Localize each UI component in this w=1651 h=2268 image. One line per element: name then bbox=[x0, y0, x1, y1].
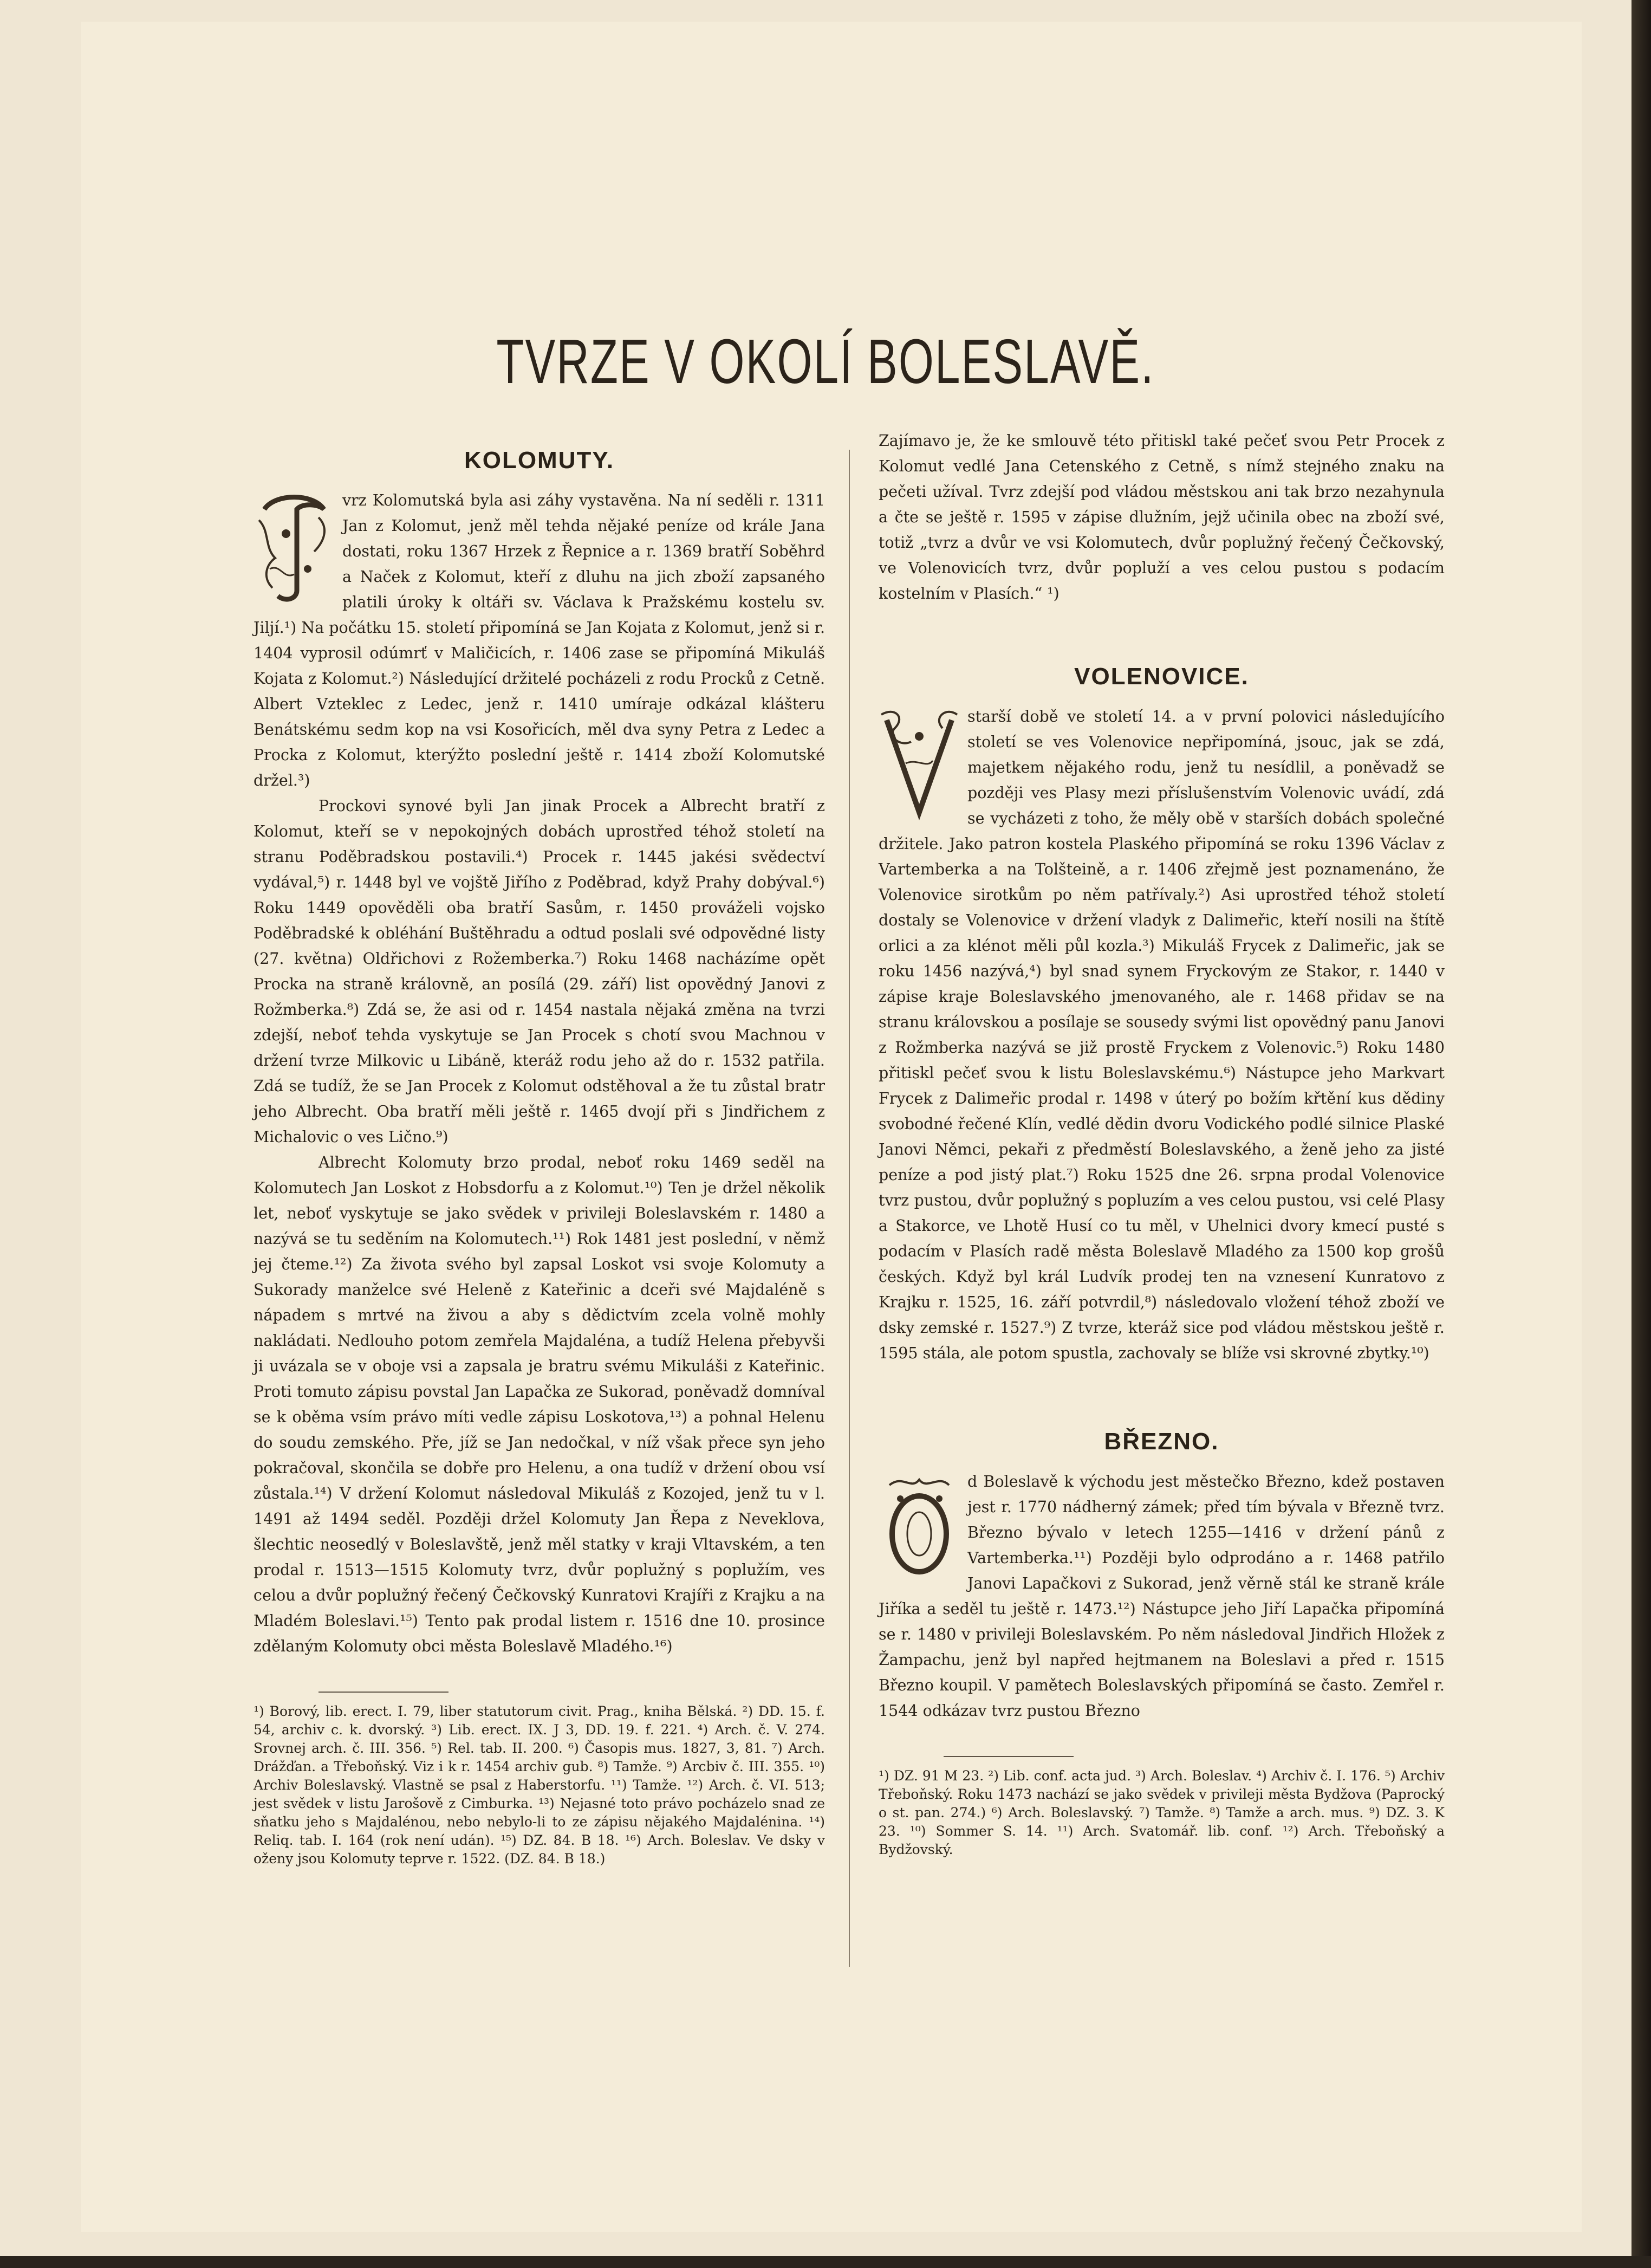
book-edge-bottom bbox=[0, 2256, 1651, 2268]
dropcap-t-icon bbox=[253, 488, 335, 607]
left-column bbox=[253, 444, 825, 1868]
book-edge-right bbox=[1632, 0, 1651, 2268]
kolomuty-paragraph-3: Albrecht Kolomuty brzo prodal, neboť roku 1469 seděl na Kolomutech Jan Loskot z Hobsdorfu a z Kolomut.¹⁰) Ten je držel několik let, neboť vyskytuje se jako svědek v privileji Boleslavském r. 1480 a nazývá se tu seděním na Kolomutech.¹¹) Rok 1481 jest poslední, v němž jej čteme.¹²) Za života svého byl zapsal Loskot vsi svoje Kolomuty a Sukorady manželce své Heleně z Kateřinic a dceři své Majdaléně s nápadem s mrtvé na živou a aby s dědictvím zcela volně mohly nakládati. Nedlouho potom zemřela Majdaléna, a tudíž Helena přebyvši ji uvázala se v oboje vsi a zapsala je bratru svému Mikuláši z Kateřinic. Proti tomuto zápisu povstal Jan Lapačka ze Sukorad, poněvadž domníval se k oběma vsím právo míti vedle zápisu Loskotova,¹³) a pohnal Helenu do soudu zemského. Pře, jíž se Jan nedočkal, v níž však přece syn jeho pokračoval, skončila se dobře pro Helenu, a ona tudíž v držení obou vsí zůstala.¹⁴) V držení Kolomut následoval Mikuláš z Kozojed, jenž tu v l. 1491 až 1494 seděl. Později držel Kolomuty Jan Řepa z Neveklova, šlechtic neosedlý v Boleslavště, jenž měl statky v kraji Vltavském, a ten prodal r. 1513—1515 Kolomuty tvrz, dvůr poplužný s poplužím, ves celou a dvůr poplužný řečený Čečkovský Kunratovi Krajíři z Krajku a na Mladém Boleslavi.¹⁵) Tento pak prodal listem r. 1516 dne 10. prosince zdělaným Kolomuty obci města Boleslavě Mladého.¹⁶) bbox=[253, 1154, 825, 1655]
kolomuty-footnotes: ¹) Borový, lib. erect. I. 79, liber statutorum civit. Prag., kniha Bělská. ²) DD. 15. f. 54, archiv c. k. dvorský. ³) Lib. erect. IX. J 3, DD. 19. f. 221. ⁴) Arch. č. V. 274. Srovnej arch. č. III. 356. ⁵) Rel. tab. II. 200. ⁶) Časopis mus. 1827, 3, 81. ⁷) Arch. Drážďan. a Třeboňský. Viz i k r. 1454 archiv gub. ⁸) Tamže. ⁹) Arcbiv č. III. 355. ¹⁰) Archiv Boleslavský. Vlastně se psal z Haberstorfu. ¹¹) Tamže. ¹²) Arch. č. VI. 513; jest svědek v listu Jarošově z Cimburka. ¹³) Nejasné toto právo pocházelo snad ze sňatku jeho s Majdalénou, nebo nebylo-li to ze zápisu nějakého Majdalénina. ¹⁴) Reliq. tab. I. 164 (rok není udán). ¹⁵) DZ. 84. B 18. ¹⁶) Arch. Boleslav. Ve dsky v oženy jsou Kolomuty teprve r. 1522. (DZ. 84. B 18.) bbox=[253, 1703, 825, 1867]
heading-volenovice: VOLENOVICE. bbox=[1074, 663, 1249, 690]
footnote-rule-right bbox=[944, 1756, 1074, 1757]
page-title: TVRZE V OKOLÍ BOLESLAVĚ. bbox=[496, 326, 1155, 397]
kolomuty-continuation: Zajímavo je, že ke smlouvě této přitiskl také pečeť svou Petr Procek z Kolomut vedlé Jana Cetenského z Cetně, s nímž stejného znaku na pečeti užíval. Tvrz zdejší pod vládou městskou ani tak brzo nezahynula a čte se ještě r. 1595 v zápise dlužním, jejž učinila obec na zboží své, totiž „tvrz a dvůr ve vsi Kolomutech, dvůr poplužný řečený Čečkovský, ve Volenovicích tvrz, dvůr popluží a ves celou pustou s podacím kostelním v Plasích.“ ¹) bbox=[879, 432, 1445, 602]
footnote-rule bbox=[318, 1692, 448, 1693]
brezno-paragraph-1: d Boleslavě k východu jest městečko Březno, kdež postaven jest r. 1770 nádherný zámek; před tím bývala v Březně tvrz. Březno bývalo v letech 1255—1416 v držení pánů z Vartemberka.¹¹) Později bylo odprodáno a r. 1468 patřilo Janovi Lapačkovi z Sukorad, jenž věrně stál ke straně krále Jiříka a seděl tu ještě r. 1473.¹²) Nástupce jeho Jiří Lapačka připomíná se r. 1480 v privileji Boleslavském. Po něm následoval Jindřich Hložek z Žampachu, jenž byl napřed hejtmanem na Boleslavi a před r. 1515 Březno koupil. V pamětech Boleslavských připomíná se často. Zemřel r. 1544 odkázav tvrz pustou Březno bbox=[879, 1473, 1445, 1720]
kolomuty-paragraph-2: Prockovi synové byli Jan jinak Procek a Albrecht bratří z Kolomut, kteří se v nepokojných dobách uprostřed téhož století na stranu Poděbradskou postavili.⁴) Procek r. 1445 jakési svědectví vydával,⁵) r. 1448 byl ve vojště Jiřího z Poděbrad, když Prahy dobýval.⁶) Roku 1449 opověděli oba bratří Sasům, r. 1450 prováželi vojsko Poděbradské k obléhání Buštěhradu a odtud poslali své odpovědné listy (27. května) Oldřichovi z Rožemberka.⁷) Roku 1468 nacházíme opět Procka na straně královně, an posílá (29. září) list opovědný Janovi z Rožmberka.⁸) Zdá se, že asi od r. 1454 nastala nějaká změna na tvrzi zdejší, neboť tehda vyskytuje se Jan Procek s chotí svou Machnou v držení tvrze Milkovic u Libáně, kteráž rodu jeho až do r. 1532 patřila. Zdá se tudíž, že se Jan Procek z Kolomut odstěhoval a že tu zůstal bratr jeho Albrecht. Oba bratří měli ještě r. 1465 dvojí při s Jindřichem z Michalovic o ves Lično.⁹) bbox=[253, 797, 825, 1146]
heading-kolomuty: KOLOMUTY. bbox=[464, 447, 615, 474]
right-footnotes: ¹) DZ. 91 M 23. ²) Lib. conf. acta jud. ³) Arch. Boleslav. ⁴) Archiv č. I. 176. ⁵) Archiv Třeboňský. Roku 1473 nachází se jako svědek v privileji města Bydžova (Paprocký o st. pan. 274.) ⁶) Arch. Boleslavský. ⁷) Tamže. ⁸) Tamže a arch. mus. ⁹) DZ. 3. K 23. ¹⁰) Sommer S. 14. ¹¹) Arch. Svatomář. lib. conf. ¹²) Arch. Třeboňský a Bydžovský. bbox=[879, 1768, 1445, 1857]
column-divider bbox=[849, 450, 850, 1967]
dropcap-v-icon bbox=[879, 704, 960, 823]
heading-brezno: BŘEZNO. bbox=[1104, 1428, 1219, 1455]
dropcap-o-icon bbox=[879, 1469, 960, 1588]
kolomuty-paragraph-1: vrz Kolomutská byla asi záhy vystavěna. Na ní seděli r. 1311 Jan z Kolomut, jenž měl tehda nějaké peníze od krále Jana dostati, roku 1367 Hrzek z Řepnice a r. 1369 bratří Soběhrd a Naček z Kolomut, kteří z dluhu na jich zboží zapsaného platili úroky k oltáři sv. Václava k Pražskému kostelu sv. Jiljí.¹) Na počátku 15. století připomíná se Jan Kojata z Kolomut, jenž si r. 1404 vyprosil odúmrť v Maličicích, r. 1406 zase se připomíná Mikuláš Kojata z Kolomut.²) Následující držitelé pocházeli z rodu Procků z Cetně. Albert Vzteklec z Ledec, jenž r. 1410 umíraje odkázal klášteru Benátskému sedm kop na vsi Kosořicích, měl dva syny Petra z Ledec a Procka z Kolomut, kterýžto poslední ještě r. 1414 zboží Kolomutské držel.³) bbox=[253, 491, 825, 789]
right-column bbox=[879, 428, 1445, 1859]
volenovice-paragraph-1: starší době ve století 14. a v první polovici následujícího století se ves Volenovice nepřipomíná, jsouc, jak se zdá, majetkem nějakého rodu, jenž tu nesídlil, a poněvadž se později ves Plasy mezi příslušenstvím Volenovic uvádí, zdá se vycházeti z toho, že měly obě v starších dobách společné držitele. Jako patron kostela Plaského připomíná se roku 1396 Václav z Vartemberka a na Tolšteině, a r. 1406 zřejmě jest poznamenáno, že Volenovice sirotkům po něm patřívaly.²) Asi uprostřed téhož století dostaly se Volenovice v držení vladyk z Dalimeřic, kteří nosili na štítě orlici a za klénot měli půl kozla.³) Mikuláš Frycek z Dalimeřic, jak se roku 1456 nazývá,⁴) byl snad synem Fryckovým ze Stakor, r. 1440 v zápise kraje Boleslavského jmenovaného, ale r. 1468 přidav se na stranu královskou a posílaje se sousedy svými list opovědný panu Janovi z Rožmberka nazývá se již prostě Fryckem z Volenovic.⁵) Roku 1480 přitiskl pečeť svou k listu Boleslavskému.⁶) Nástupce jeho Markvart Frycek z Dalimeřic prodal r. 1498 v úterý po božím křtění kus dědiny svobodné řečené Klín, vedlé dědin dvoru Vodického podlé silnice Plaské Janovi Němci, pekaři z předměstí Boleslavského, a ženě jeho za jisté peníze a pod jistý plat.⁷) Roku 1525 dne 26. srpna prodal Volenovice tvrz pustou, dvůr poplužný s popluzím a ves celou pustou, vsi celé Plasy a Stakorce, ve Lhotě Husí co tu měl, v Uhelnici dvory kmecí pusté s podacím v Plasích radě města Boleslavě Mladého za 1500 kop grošů českých. Když byl král Ludvík prodej ten na vznesení Kunratovo z Krajku r. 1525, 16. září potvrdil,⁸) následovalo vložení téhož zboží ve dsky zemské r. 1527.⁹) Z tvrze, kteráž sice pod vládou městskou ještě r. 1595 stála, ale potom spustla, zachovaly se blíže vsi skrovné zbytky.¹⁰) bbox=[879, 708, 1445, 1362]
